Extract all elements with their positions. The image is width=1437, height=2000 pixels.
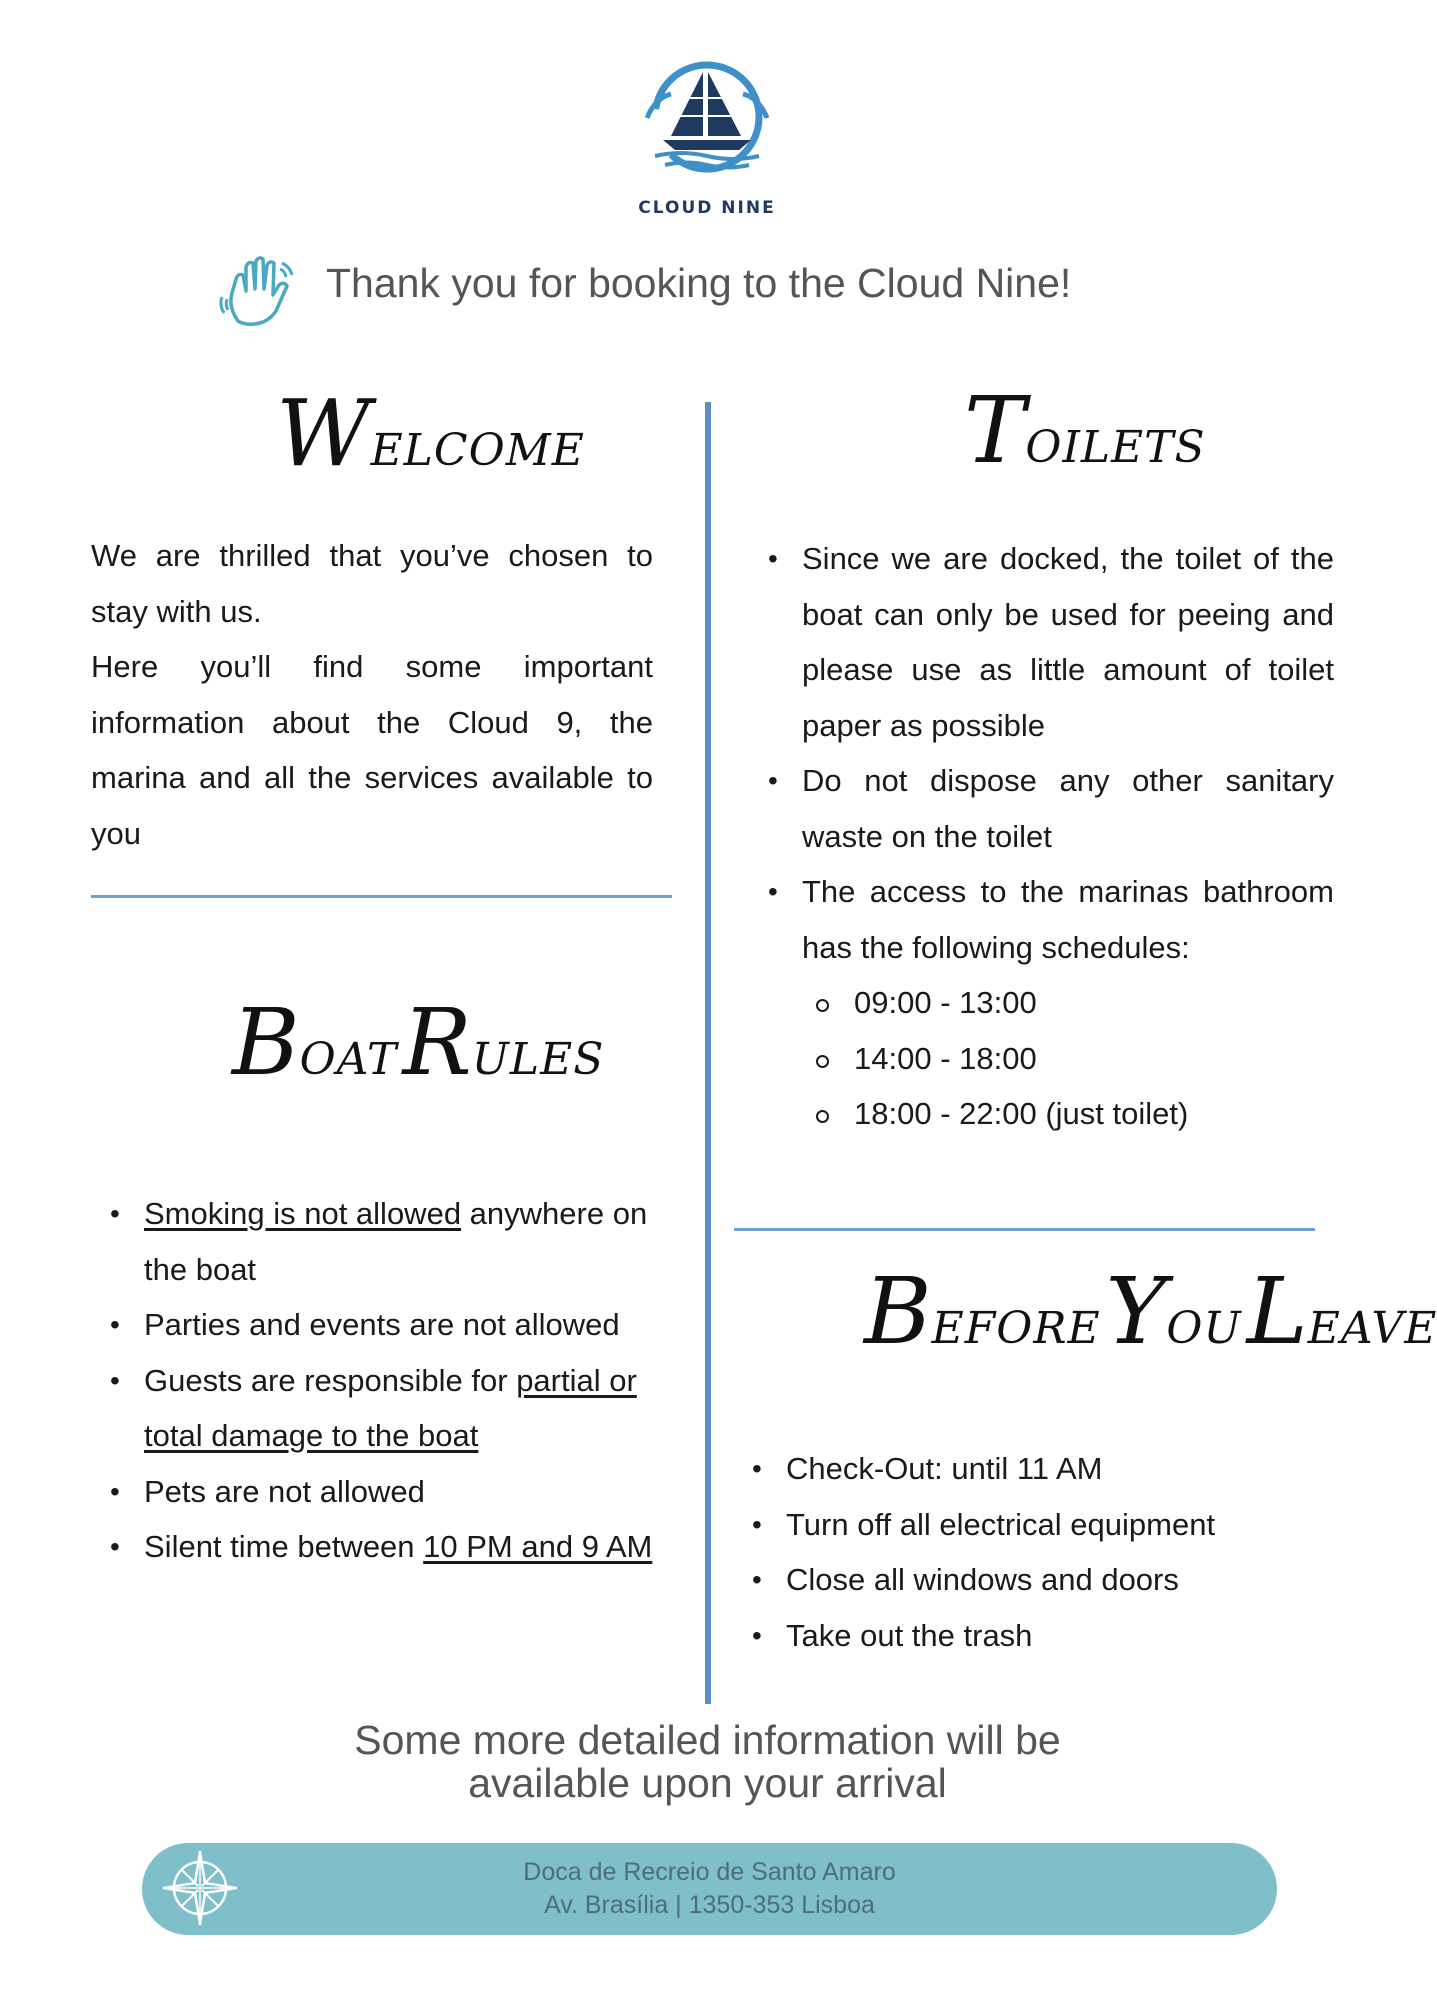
list-item: • Parties and events are not allowed <box>110 1297 670 1353</box>
waving-hand-icon <box>216 255 296 327</box>
toilets-heading: TOILETS <box>964 377 1206 484</box>
brand-name: CLOUD NINE <box>638 198 776 218</box>
column-divider <box>705 402 711 1704</box>
list-item: • Since we are docked, the toilet of the boat can only be used for peeing and please use as little amount of toilet paper as possible <box>768 531 1334 753</box>
schedule-list <box>802 975 1334 1142</box>
schedule-item: 18:00 - 22:00 (just toilet) <box>802 1086 1334 1142</box>
welcome-text <box>91 528 653 861</box>
footer-line-1: Doca de Recreio de Santo Amaro <box>523 1858 896 1886</box>
list-item: • Take out the trash <box>752 1608 1332 1664</box>
schedule-item: 14:00 - 18:00 <box>802 1031 1334 1087</box>
footer-line-2: Av. Brasília | 1350-353 Lisboa <box>544 1891 875 1919</box>
list-item: • Guests are responsible for partial or total damage to the boat <box>110 1353 670 1464</box>
boat-rules-list <box>110 1186 670 1575</box>
list-item: • Check-Out: until 11 AM <box>752 1441 1332 1497</box>
list-item: • Turn off all electrical equipment <box>752 1497 1332 1553</box>
welcome-divider <box>91 895 672 898</box>
list-item: • Silent time between 10 PM and 9 AM <box>110 1519 670 1575</box>
closing-note: Some more detailed information will be available upon your arrival <box>354 1717 1061 1806</box>
list-item: • The access to the marinas bathroom has the following schedules: 09:00 - 13:00 14:00 - 18:00 18:00 - 22:00 (just toilet) <box>768 864 1334 1142</box>
list-item: • Smoking is not allowed anywhere on the boat <box>110 1186 670 1297</box>
list-item: • Close all windows and doors <box>752 1552 1332 1608</box>
list-item: • Pets are not allowed <box>110 1464 670 1520</box>
toilets-divider <box>734 1228 1315 1231</box>
welcome-paragraph-2: Here you’ll find some important information about the Cloud 9, the marina and all the services available to you <box>91 649 653 851</box>
boat-rules-heading: BOAT RULES <box>232 989 605 1096</box>
welcome-heading: WELCOME <box>276 380 585 487</box>
toilets-list <box>768 531 1334 1142</box>
schedule-item: 09:00 - 13:00 <box>802 975 1334 1031</box>
footer-address <box>142 1856 1277 1922</box>
before-you-leave-list <box>752 1441 1332 1663</box>
before-you-leave-heading: BEFORE YOU LEAVE <box>864 1258 1437 1365</box>
welcome-paragraph-1: We are thrilled that you’ve chosen to stay with us. <box>91 538 653 629</box>
sailboat-logo-icon <box>641 58 773 176</box>
list-item: • Do not dispose any other sanitary waste on the toilet <box>768 753 1334 864</box>
greeting-text: Thank you for booking to the Cloud Nine! <box>326 260 1072 306</box>
